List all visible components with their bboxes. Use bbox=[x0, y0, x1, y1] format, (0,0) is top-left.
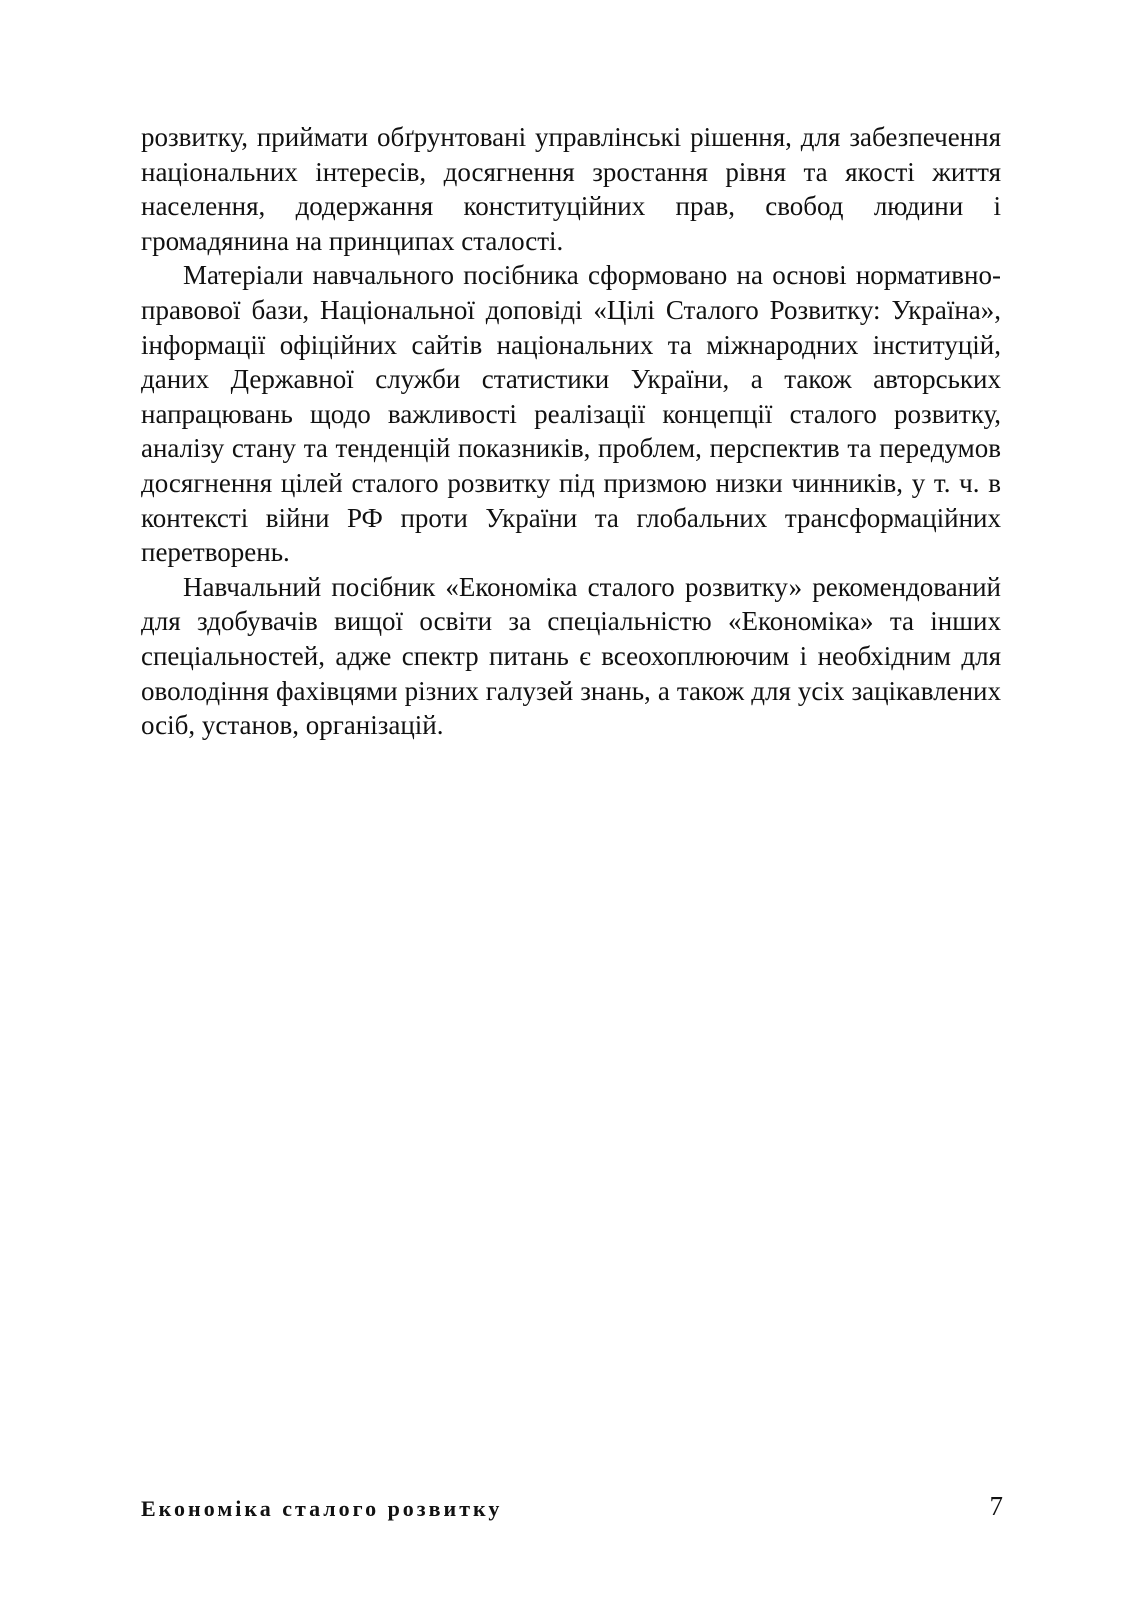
paragraph-recommendation: Навчальний посібник «Економіка сталого розвитку» рекомендований для здобувачів вищої освіти за спеціальністю «Економіка» та інших спеціальностей, адже спектр питань є всеохоплюючим і необхідним для оволодіння фахівцями різних галузей знань, а також для усіх зацікавлених осіб, установ, організацій. bbox=[141, 571, 1001, 741]
page-number: 7 bbox=[989, 1491, 1003, 1521]
running-footer-title: Економіка сталого розвитку bbox=[141, 1496, 503, 1521]
paragraph-materials: Матеріали навчального посібника сформовано на основі нормативно-правової бази, Національної доповіді «Цілі Сталого Розвитку: Україна», інформації офіційних сайтів національних та міжнародних інституцій, даних Державної служби статистики України, а також авторських напрацювань щодо важливості реалізації концепції сталого розвитку, аналізу стану та тенденцій показників, проблем, перспектив та передумов досягнення цілей сталого розвитку під призмою низки чинників, у т. ч. в контексті війни РФ проти України та глобальних трансформаційних перетворень. bbox=[141, 260, 1001, 568]
paragraph-continuation: розвитку, приймати обґрунтовані управлінські рішення, для забезпечення національних інтересів, досягнення зростання рівня та якості життя населення, додержання конституційних прав, свобод людини і громадянина на принципах сталості. bbox=[141, 122, 1001, 256]
body-text bbox=[141, 120, 1001, 743]
